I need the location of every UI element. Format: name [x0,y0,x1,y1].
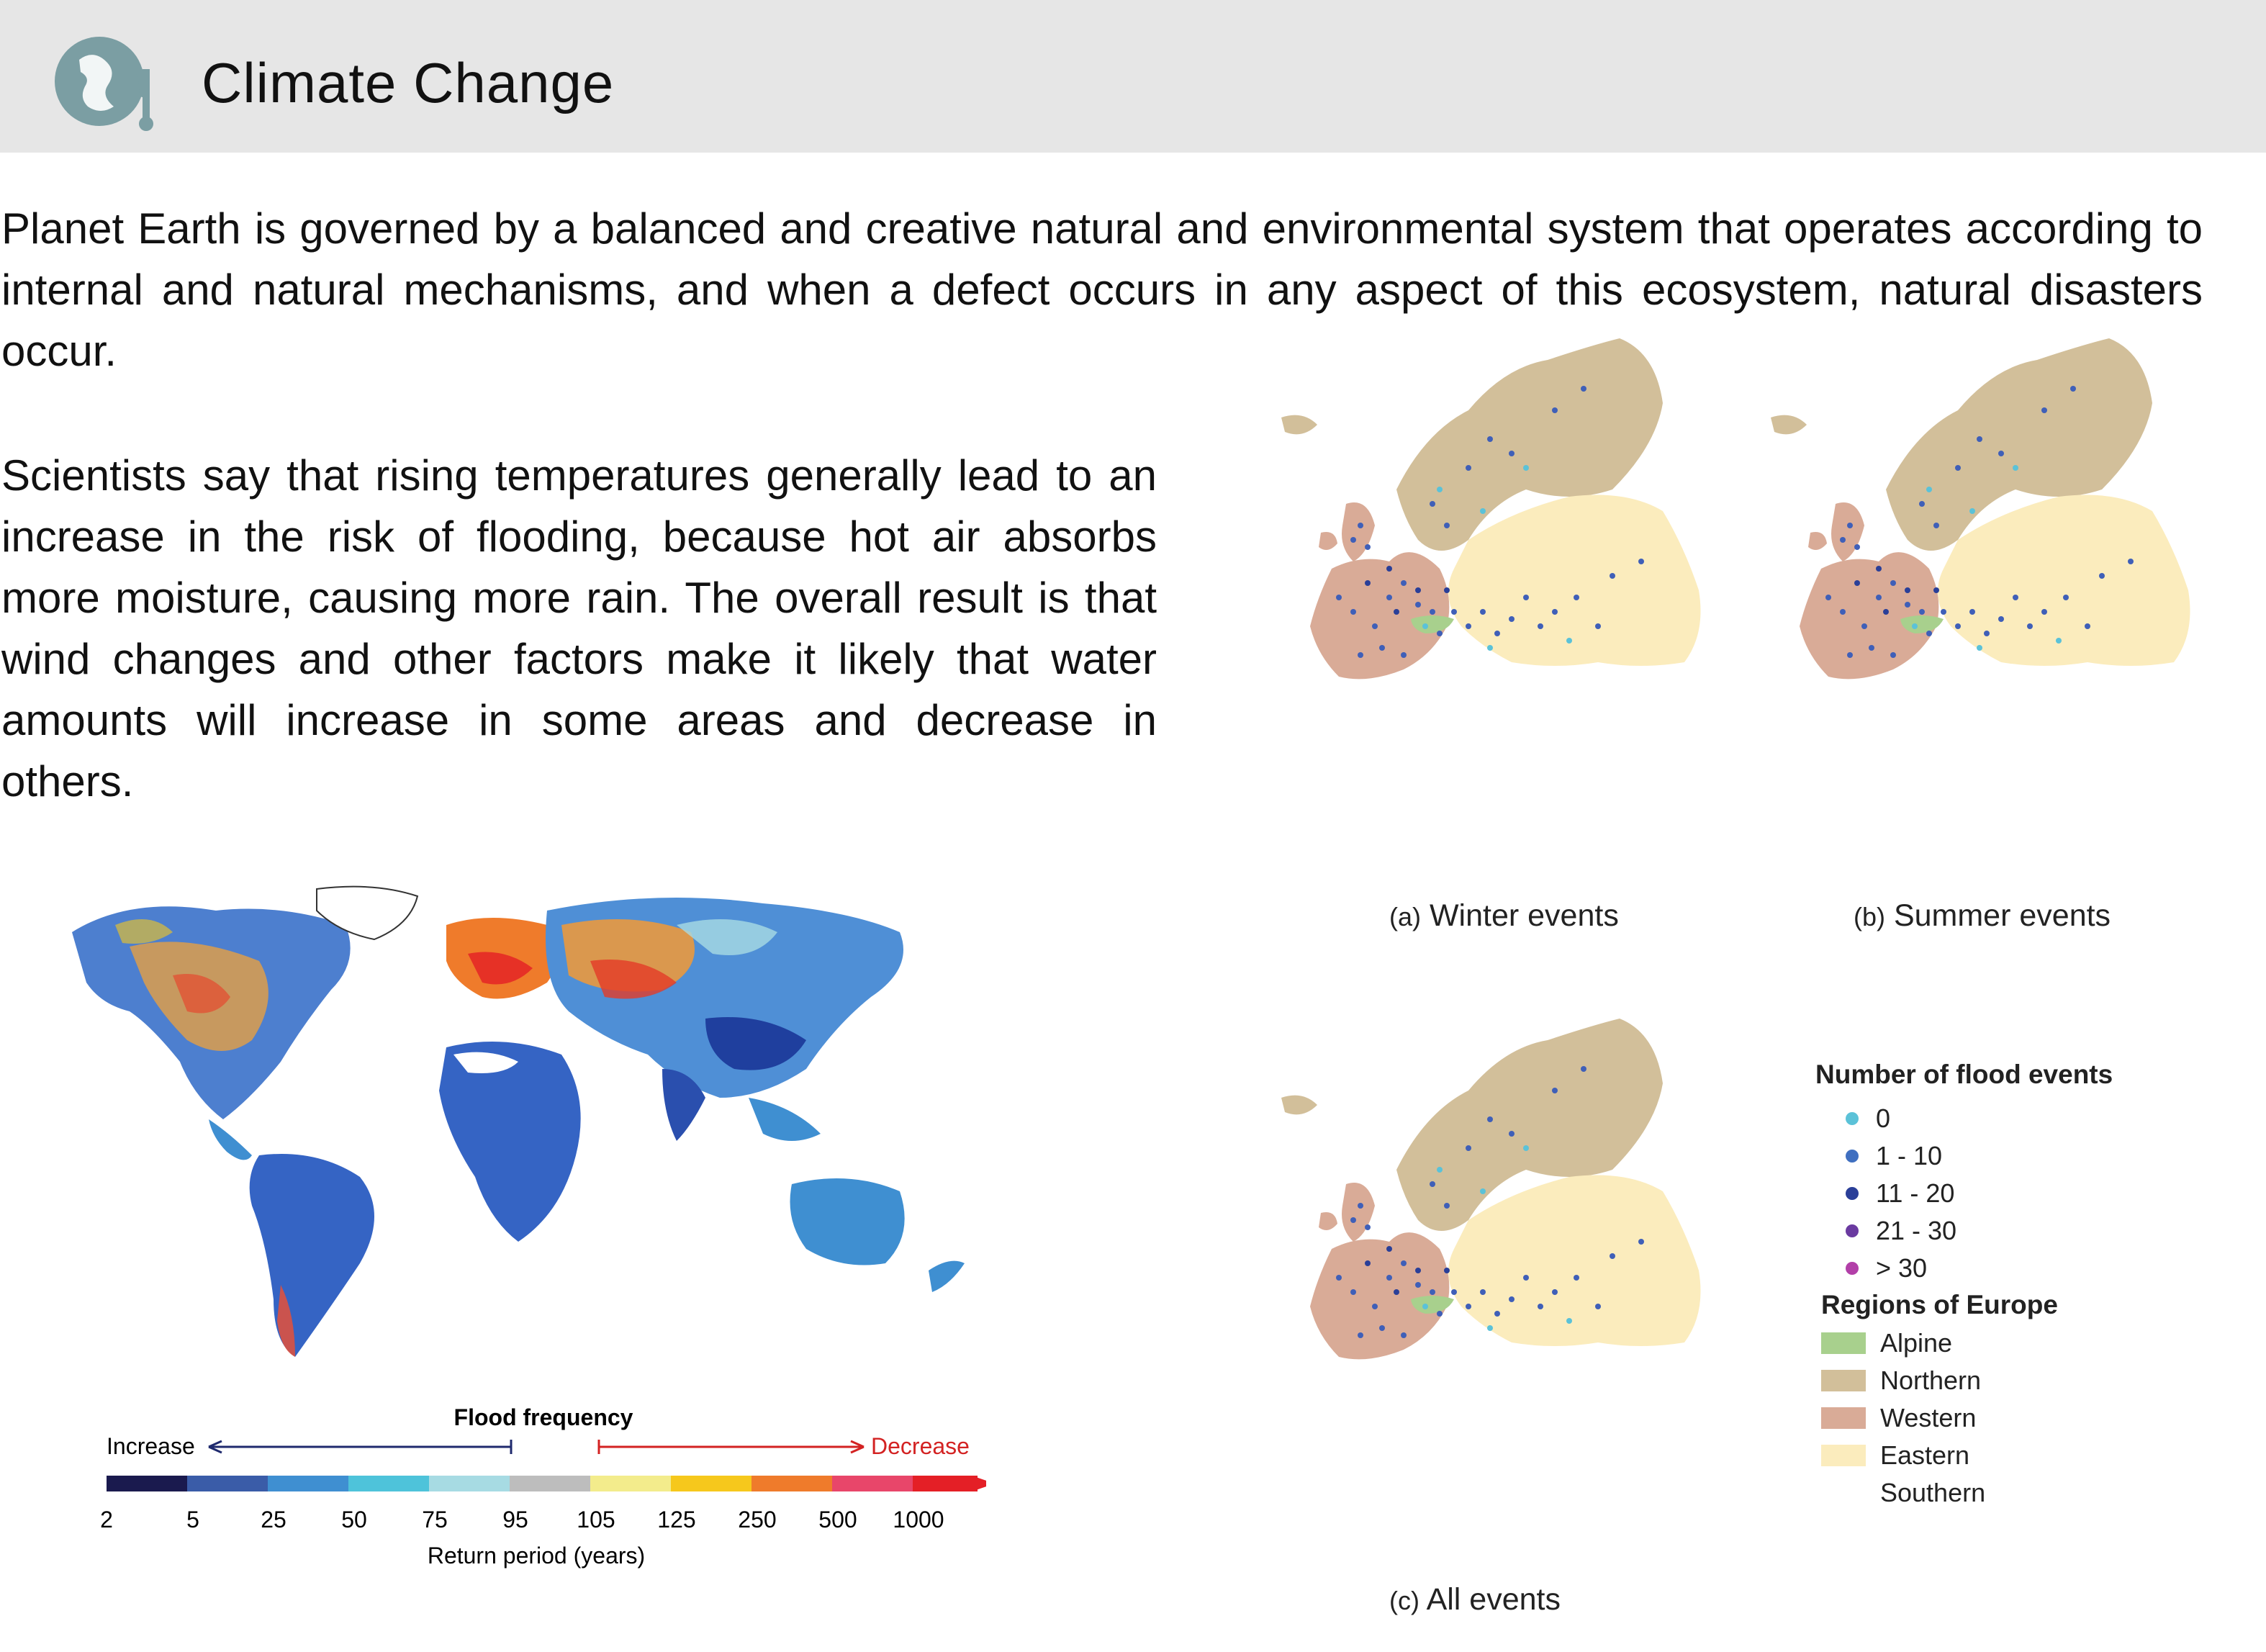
page-header [0,0,2266,153]
scale-tick-label: 50 [341,1507,367,1533]
legend-title: Flood frequency [453,1404,633,1430]
scale-tick-label: 5 [186,1507,199,1533]
scale-color-box [590,1476,671,1491]
caption-all: (c) All events [1389,1582,1561,1617]
legend-region-row [1815,1437,2190,1474]
flood-frequency-scale [86,1396,986,1576]
scale-color-box [187,1476,268,1491]
legend-event-label: 0 [1876,1103,1891,1133]
legend-swatch [1821,1482,1866,1504]
scale-color-box [913,1476,978,1491]
page-title: Climate Change [202,51,615,114]
scale-color-box [751,1476,832,1491]
scale-tick-label: 25 [261,1507,286,1533]
scale-color-box [832,1476,913,1491]
legend-events-title: Number of flood events [1815,1060,2113,1089]
legend-event-label: 1 - 10 [1876,1141,1943,1170]
legend-region-label: Eastern [1880,1440,1970,1470]
legend-swatch [1821,1407,1866,1429]
legend-regions-title: Regions of Europe [1821,1290,2058,1319]
legend-swatch [1821,1370,1866,1391]
scale-color-box [510,1476,590,1491]
europe-map-summer [1742,324,2217,813]
legend-event-label: 21 - 30 [1876,1216,1957,1245]
europe-legend [1815,1060,2190,1512]
scale-tick-label: 75 [422,1507,448,1533]
legend-swatch [1821,1332,1866,1354]
legend-region-label: Southern [1880,1478,1986,1507]
scale-tick-label: 250 [738,1507,777,1533]
legend-swatch [1821,1445,1866,1466]
world-flood-map [43,882,1037,1371]
globe-icon [50,27,163,135]
scale-color-box [268,1476,348,1491]
scale-color-box [107,1476,187,1491]
europe-map-winter [1252,324,1728,813]
legend-region-row [1815,1474,2190,1512]
scale-color-box [429,1476,510,1491]
legend-event-row [1815,1212,2190,1250]
scale-tick-label: 1000 [893,1507,944,1533]
legend-region-row [1815,1324,2190,1362]
scale-tick-label: 105 [577,1507,615,1533]
scale-tick-label: 2 [100,1507,113,1533]
legend-event-row [1815,1250,2190,1287]
legend-dot-icon [1846,1150,1859,1163]
europe-map-all [1252,1004,1728,1494]
legend-event-label: 11 - 20 [1876,1178,1955,1208]
legend-region-label: Alpine [1880,1328,1953,1358]
legend-event-row [1815,1175,2190,1212]
legend-region-label: Northern [1880,1366,1982,1395]
increase-label: Increase [107,1433,195,1459]
legend-event-row [1815,1100,2190,1137]
scale-tick-label: 500 [818,1507,857,1533]
legend-region-label: Western [1880,1403,1977,1432]
legend-region-row [1815,1362,2190,1399]
scale-tick-label: 95 [502,1507,528,1533]
legend-event-label: > 30 [1876,1253,1928,1283]
legend-region-row [1815,1399,2190,1437]
caption-winter: (a) Winter events [1389,898,1619,933]
flood-frequency-legend [86,1396,986,1576]
caption-summer: (b) Summer events [1854,898,2111,933]
axis-label: Return period (years) [427,1543,646,1569]
scale-color-box [671,1476,751,1491]
scientists-paragraph: Scientists say that rising temperatures generally lead to an increase in the risk of flooding, because hot air absorbs more moisture, causing more rain. The overall result is that wind changes and other factors make it likely that water amounts will increase in some areas and decrease in others. [1,451,1157,805]
legend-dot-icon [1846,1224,1859,1237]
decrease-label: Decrease [871,1433,970,1459]
legend-event-row [1815,1137,2190,1175]
scale-tick-label: 125 [657,1507,696,1533]
legend-dot-icon [1846,1112,1859,1125]
intro-paragraph: Planet Earth is governed by a balanced and creative natural and environmental system that operates according to internal and natural mechanisms, and when a defect occurs in any aspect of this ecosystem, natural disasters occur. [1,204,2203,375]
legend-dot-icon [1846,1262,1859,1275]
legend-dot-icon [1846,1187,1859,1200]
scale-color-box [348,1476,429,1491]
